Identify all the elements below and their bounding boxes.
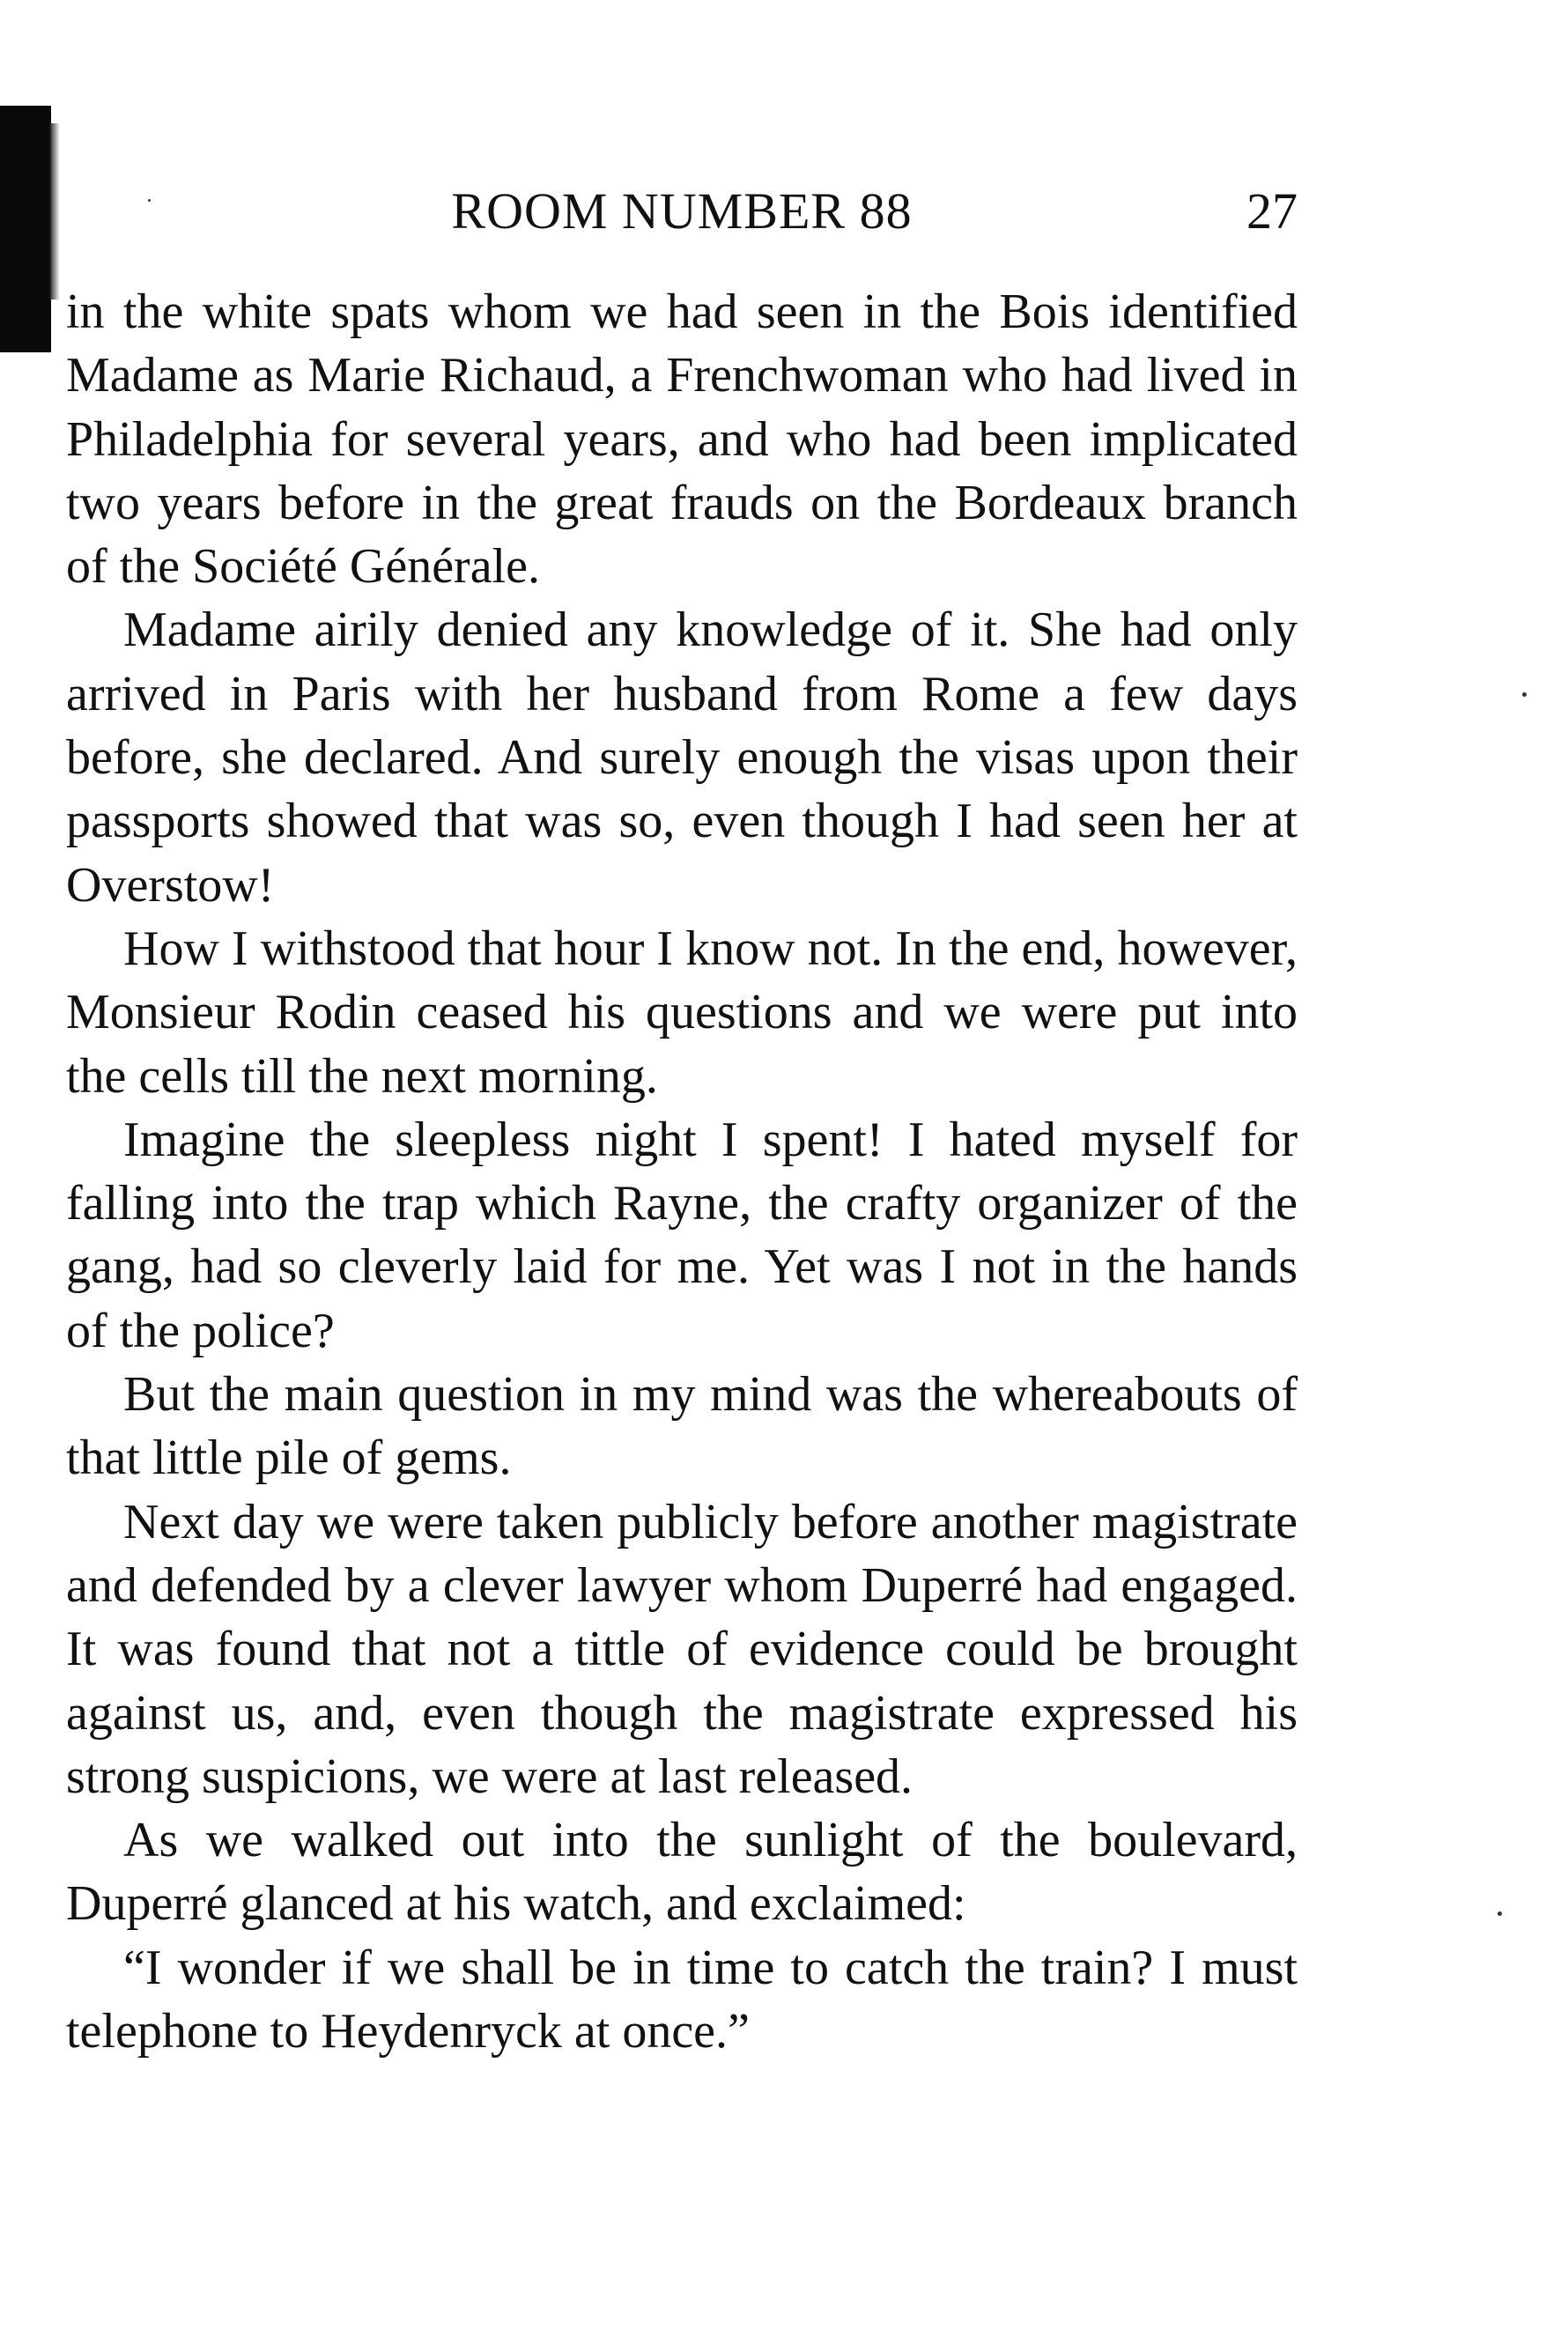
running-title: ROOM NUMBER 88: [451, 182, 913, 240]
scan-speck: [1498, 1911, 1502, 1916]
page-header: [66, 176, 1298, 247]
scan-speck: [1522, 692, 1527, 697]
paragraph: Madame airily denied any knowledge of it. She had only arrived in Paris with her husband from Rome a few days before, she declared. And surely enough the visas upon their passports showed that was so, even though I had seen her at Overstow!: [66, 603, 1298, 913]
scan-edge-shadow: [0, 106, 51, 352]
paragraph: Imagine the sleepless night I spent! I hated myself for falling into the trap which Rayne, the crafty organizer of the gang, had so cleverly laid for me. Yet was I not in the hands of the police?: [66, 1112, 1298, 1358]
paragraph: in the white spats whom we had seen in the Bois identified Madame as Marie Richaud, a Frenchwoman who had lived in Philadelphia for several years, and who had been implicated two years before in the great frauds on the Bordeaux branch of the Société Générale.: [66, 285, 1298, 595]
page-number: 27: [1246, 182, 1298, 240]
paragraph: Next day we were taken publicly before another magistrate and defended by a clever lawyer whom Duperré had engaged. It was found that not a tittle of evidence could be brought against us, and, even though the magistrate expressed his strong suspicions, we were at last released.: [66, 1494, 1298, 1804]
paragraph: As we walked out into the sunlight of the boulevard, Duperré glanced at his watch, and exclaimed:: [66, 1813, 1298, 1932]
paragraph: How I withstood that hour I know not. In the end, however, Monsieur Rodin ceased his questions and we were put into the cells till the next morning.: [66, 921, 1298, 1104]
body-text: [66, 280, 1298, 2063]
paragraph: But the main question in my mind was the whereabouts of that little pile of gems.: [66, 1367, 1298, 1486]
paragraph: “I wonder if we shall be in time to catch the train? I must telephone to Heydenryck at once.”: [66, 1940, 1298, 2059]
